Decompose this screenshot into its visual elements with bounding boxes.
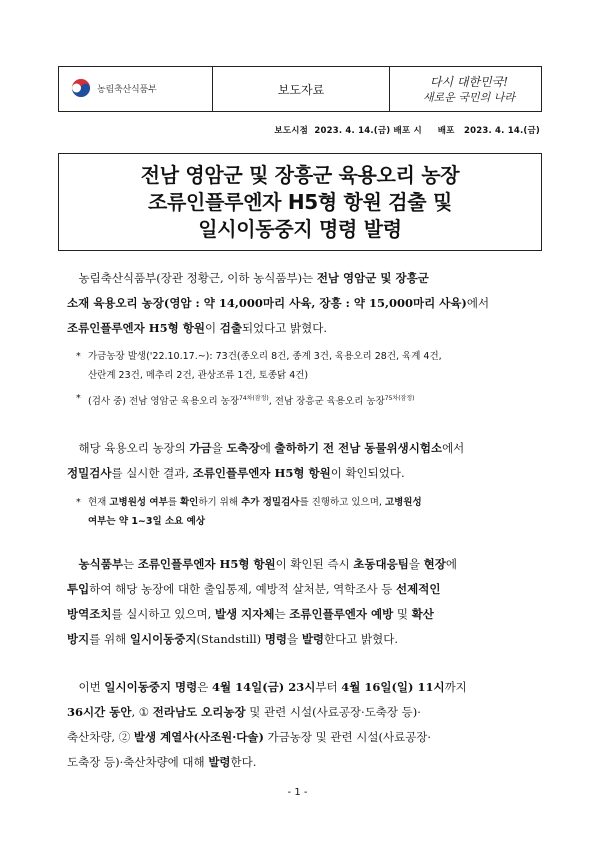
- text: 에: [259, 441, 275, 455]
- text: 검출: [219, 321, 242, 335]
- ministry-logo: [71, 78, 156, 98]
- text: 고병원성 여부: [109, 497, 168, 508]
- text: 명령: [264, 632, 288, 646]
- note-1: [76, 347, 542, 385]
- text: 소재 육용오리 농장(영암 : 약 14,000마리 사육, 장흥 : 약 15,000마리 사육): [67, 296, 467, 310]
- text: 정밀검사: [67, 466, 112, 480]
- text: , 전남 장흥군 육용오리 농장: [268, 396, 385, 408]
- text: 되었다고 밝혔다.: [241, 321, 328, 335]
- text: (검사 중) 전남 영암군 육용오리 농장: [88, 396, 239, 408]
- text: 여부는 약 1~3일 소요 예상: [88, 516, 206, 527]
- text: 는: [274, 607, 290, 621]
- text: 방역조치: [67, 607, 112, 621]
- ministry-name: 농림축산식품부: [97, 84, 157, 95]
- text: 를: [167, 497, 180, 508]
- text: 전남 영암군 및 장흥군: [316, 271, 429, 285]
- page-number: - 1 -: [287, 787, 308, 798]
- text: 조류인플루엔자 H5형 항원: [192, 466, 331, 480]
- text: 확인: [179, 497, 199, 508]
- title-line-1: 전남 영암군 및 장흥군 육용오리 농장: [140, 162, 460, 187]
- text: 에: [445, 557, 457, 571]
- text: 조류인플루엔자 H5형 항원: [137, 557, 276, 571]
- text: 해당 육용오리 농장의: [78, 441, 190, 455]
- text: 가금: [189, 441, 212, 455]
- text: 을: [287, 632, 302, 646]
- text: 현장: [423, 557, 446, 571]
- text: 74차(잠정): [239, 395, 269, 402]
- title-box: [58, 153, 542, 251]
- text: 도축장 등)·축산차량에 대해: [67, 755, 209, 769]
- text: 에서: [442, 441, 465, 455]
- text: 발생 지자체: [214, 607, 275, 621]
- text: 추가 정밀검사: [241, 497, 300, 508]
- text: 일시이동중지: [129, 632, 197, 646]
- slogan-line1: 다시 대한민국!: [429, 75, 509, 89]
- text: 확산: [411, 607, 434, 621]
- title-line-3: 일시이동중지 명령 발령: [198, 216, 402, 241]
- text: 을: [408, 557, 424, 571]
- title-line-2: 조류인플루엔자 H5형 항원 검출 및: [148, 189, 452, 214]
- text: 하기 위해: [198, 497, 242, 508]
- text: 이 확인된 즉시: [275, 557, 354, 571]
- text: 가금농장 발생('22.10.17.~): 73건(종오리 8건, 종계 3건, 육용오리 28건, 육계 4건,: [88, 351, 442, 362]
- text: 이번: [78, 680, 105, 694]
- text: 농림축산식품부(장관 정황근, 이하 농식품부)는: [78, 271, 317, 285]
- text: 축산차량, ②: [67, 730, 134, 744]
- text: 농식품부: [78, 557, 123, 571]
- text: , ①: [131, 705, 153, 719]
- text: 발생 계열사(사조원·다솔): [133, 730, 264, 744]
- slogan-line2: 새로운 국민의 나라: [422, 91, 516, 104]
- text: 방지: [67, 632, 90, 646]
- text: 는: [122, 557, 138, 571]
- note-bullet: *: [76, 497, 81, 508]
- text: 를 위해: [89, 632, 130, 646]
- text: 현재: [88, 497, 110, 508]
- doc-type-label: 보도자료: [277, 82, 325, 97]
- text: 초동대응팀: [353, 557, 409, 571]
- text: 출하하기 전 전남 동물위생시험소: [274, 441, 443, 455]
- text: 이: [204, 321, 220, 335]
- text: 전라남도 오리농장: [152, 705, 246, 719]
- text: 4월 14일(금) 23시: [212, 680, 316, 694]
- text: 조류인플루엔자 예방: [289, 607, 394, 621]
- slogan-calligraphy: [404, 72, 534, 106]
- text: 를 진행하고 있으며,: [299, 497, 385, 508]
- text: 발령: [208, 755, 231, 769]
- note-bullet: *: [76, 351, 81, 362]
- text: 한다.: [230, 755, 257, 769]
- text: 하여 해당 농장에 대한 출입통제, 예방적 살처분, 역학조사 등: [89, 582, 397, 596]
- text: 36시간 동안: [67, 705, 132, 719]
- text: 까지: [444, 680, 467, 694]
- text: 은: [197, 680, 213, 694]
- text: 이 확인되었다.: [330, 466, 405, 480]
- text: 한다고 밝혔다.: [324, 632, 398, 646]
- text: 75차(잠정): [384, 395, 415, 402]
- text: 선제적인: [396, 582, 441, 596]
- text: 를 실시하고 있으며,: [111, 607, 215, 621]
- paragraph-1: [67, 266, 542, 341]
- text: (Standstill): [196, 632, 265, 646]
- text: 에서: [466, 296, 490, 310]
- note-3: [76, 493, 542, 531]
- text: 도축장: [226, 441, 260, 455]
- text: 발령: [301, 632, 325, 646]
- text: 및: [393, 607, 412, 621]
- header-box: [58, 66, 542, 112]
- text: 가금농장 및 관련 시설(사료공장·: [263, 730, 432, 744]
- header-divider: [389, 67, 390, 111]
- text: 조류인플루엔자 H5형 항원: [67, 321, 205, 335]
- text: 및 관련 시설(사료공장·도축장 등)·: [245, 705, 421, 719]
- text: 투입: [67, 582, 90, 596]
- note-2: [76, 389, 542, 411]
- text: 를 실시한 결과,: [111, 466, 193, 480]
- release-time: 보도시점 2023. 4. 14.(금) 배포 시 배포 2023. 4. 14.(금): [274, 126, 540, 136]
- note-bullet: *: [76, 393, 81, 404]
- paragraph-2: [67, 436, 542, 486]
- taegeuk-logo-icon: [71, 78, 91, 98]
- paragraph-3: [67, 552, 542, 652]
- text: 고병원성: [384, 497, 422, 508]
- text: 산란계 23건, 메추리 2건, 관상조류 1건, 토종닭 4건): [88, 370, 309, 381]
- text: 부터: [315, 680, 342, 694]
- text: 을: [211, 441, 227, 455]
- paragraph-4: [67, 675, 542, 775]
- text: 일시이동중지 명령: [104, 680, 198, 694]
- text: 4월 16일(일) 11시: [341, 680, 445, 694]
